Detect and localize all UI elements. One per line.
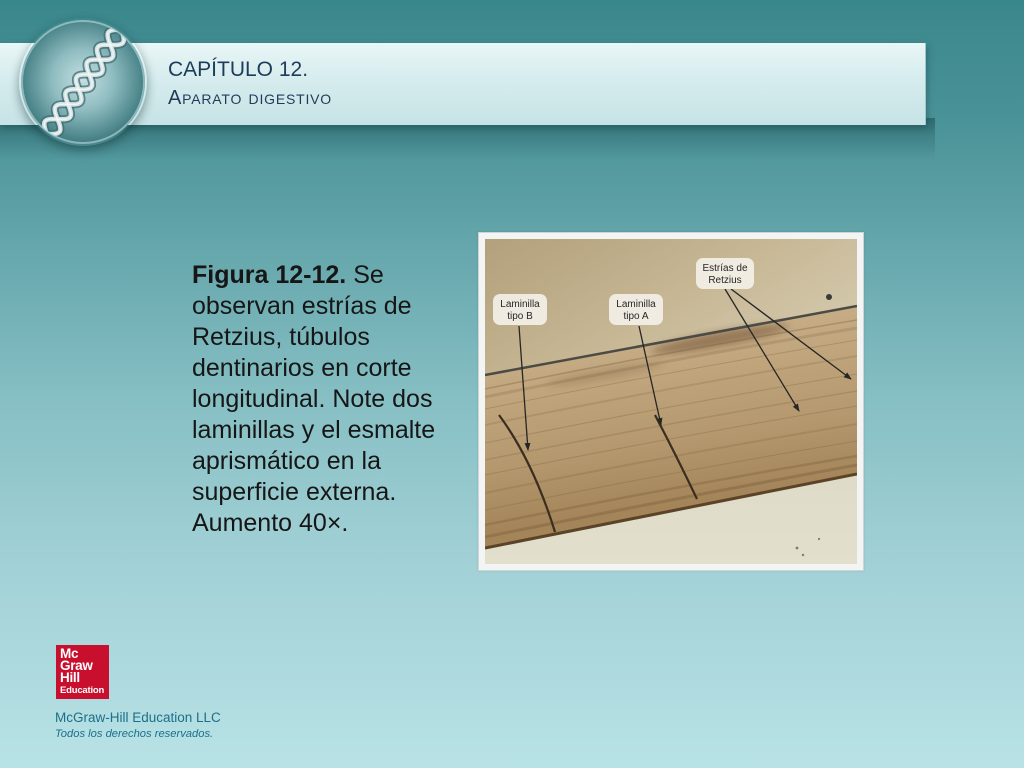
header-emblem bbox=[19, 18, 147, 146]
chapter-title: CAPÍTULO 12. bbox=[168, 58, 309, 81]
figure-caption bbox=[192, 260, 444, 539]
chapter-subtitle: Aparato digestivo bbox=[168, 87, 332, 109]
debris-dot bbox=[826, 294, 832, 300]
label-line: tipo A bbox=[623, 311, 649, 322]
footer-rights: Todos los derechos reservados. bbox=[55, 728, 214, 740]
label-line: Laminilla bbox=[616, 299, 656, 310]
caption-label: Figura 12-12. bbox=[192, 261, 347, 289]
label-line: Retzius bbox=[708, 275, 742, 286]
label-estrias-retzius bbox=[696, 258, 754, 289]
footer-company: McGraw-Hill Education LLC bbox=[55, 710, 221, 725]
debris-dot bbox=[802, 554, 804, 556]
logo-line: Education bbox=[60, 685, 105, 696]
label-laminilla-a bbox=[609, 294, 663, 325]
publisher-logo bbox=[56, 645, 109, 699]
figure-frame bbox=[478, 232, 864, 571]
logo-line: Graw bbox=[60, 658, 93, 673]
logo-line: Mc bbox=[60, 646, 79, 661]
debris-dot bbox=[818, 538, 820, 540]
label-line: Estrías de bbox=[702, 263, 748, 274]
logo-line: Hill bbox=[60, 670, 80, 685]
dna-helix-icon bbox=[19, 18, 147, 146]
debris-dot bbox=[796, 547, 799, 550]
micrograph bbox=[485, 239, 857, 564]
label-line: Laminilla bbox=[500, 299, 540, 310]
label-laminilla-b bbox=[493, 294, 547, 325]
caption-text: Se observan estrías de Retzius, túbulos dentinarios en corte longitudinal. Note dos laminillas y el esmalte aprismático en la superficie externa. Aumento 40×. bbox=[192, 261, 436, 537]
label-line: tipo B bbox=[507, 311, 533, 322]
